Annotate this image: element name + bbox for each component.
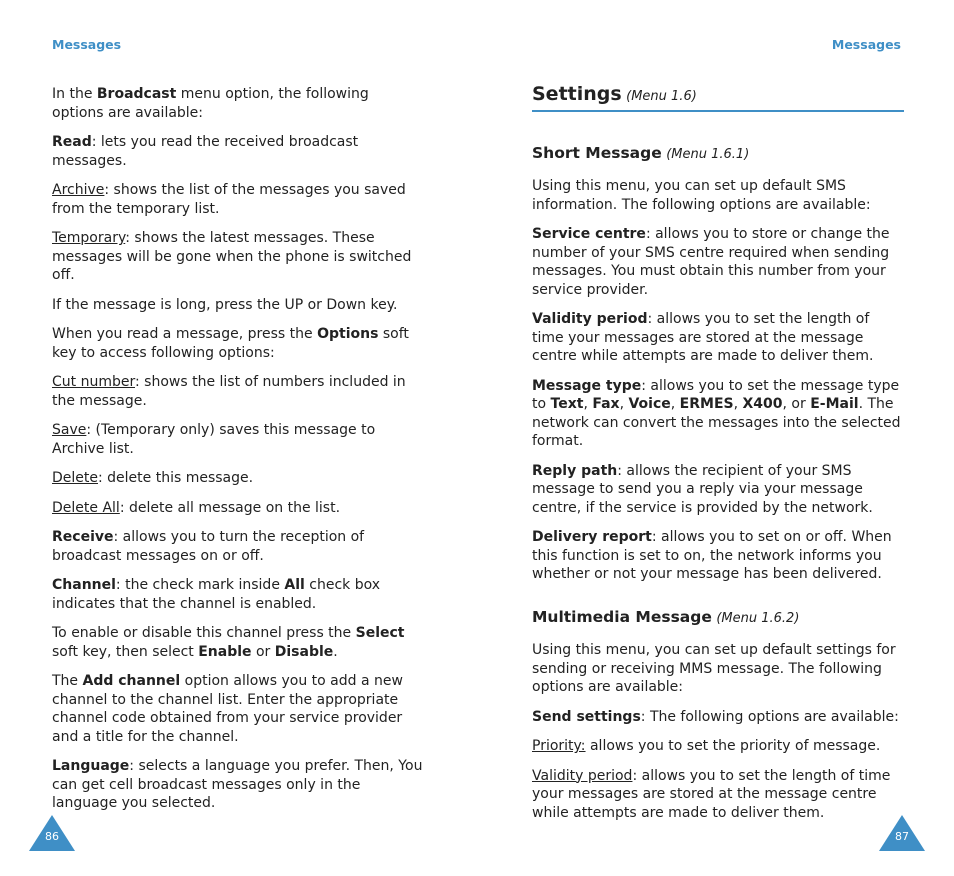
validity-period-option: Validity period: allows you to set the length of time your messages are stored at the message centre while attempts are made to deliver them.	[532, 311, 874, 364]
short-message-intro: Using this menu, you can set up default SMS information. The following options are available:	[532, 178, 871, 213]
broadcast-intro: In the Broadcast menu option, the following options are available:	[52, 86, 369, 121]
language-option: Language: selects a language you prefer. Then, You can get cell broadcast messages only in the language you selected.	[52, 758, 423, 811]
message-type-option: Message type: allows you to set the message type to Text, Fax, Voice, ERMES, X400, or E-Mail. The network can convert the messages into the selected format.	[532, 377, 901, 449]
delivery-report-option: Delivery report: allows you to set on or off. When this function is set to on, the network informs you whether or not your message has been delivered.	[532, 529, 892, 582]
service-centre-option: Service centre: allows you to store or change the number of your SMS centre required when sending messages. You must obtain this number from your service provider.	[532, 226, 890, 298]
page-number-left: 86	[29, 815, 75, 851]
running-header-left: Messages	[52, 37, 122, 52]
mms-validity-period-option: Validity period: allows you to set the length of time your messages are stored at the message centre while attempts are made to deliver them.	[532, 767, 891, 821]
archive-option: Archive: shows the list of the messages you saved from the temporary list.	[52, 182, 406, 217]
save-option: Save: (Temporary only) saves this message to Archive list.	[52, 422, 376, 457]
cut-number-option: Cut number: shows the list of numbers included in the message.	[52, 374, 406, 409]
options-intro: When you read a message, press the Options soft key to access following options:	[52, 326, 409, 361]
left-column	[52, 85, 424, 824]
long-message-note: If the message is long, press the UP or Down key.	[52, 296, 398, 313]
send-settings-option: Send settings: The following options are available:	[532, 708, 899, 725]
enable-channel-note: To enable or disable this channel press the Select soft key, then select Enable or Disable.	[52, 625, 405, 660]
multimedia-intro: Using this menu, you can set up default settings for sending or receiving MMS message. The following options are available:	[532, 642, 896, 695]
short-message-heading: Short Message (Menu 1.6.1)	[532, 143, 750, 162]
page-number-right: 87	[879, 815, 925, 851]
read-option: Read: lets you read the received broadcast messages.	[52, 134, 359, 169]
receive-option: Receive: allows you to turn the reception of broadcast messages on or off.	[52, 529, 365, 564]
running-header-right: Messages	[831, 37, 901, 52]
multimedia-message-heading: Multimedia Message (Menu 1.6.2)	[532, 607, 800, 626]
priority-option: Priority: allows you to set the priority of message.	[532, 738, 881, 754]
settings-heading: Settings (Menu 1.6)	[532, 85, 904, 112]
temporary-option: Temporary: shows the latest messages. These messages will be gone when the phone is switched off.	[52, 230, 412, 283]
delete-option: Delete: delete this message.	[52, 470, 254, 486]
channel-option: Channel: the check mark inside All check box indicates that the channel is enabled.	[52, 577, 381, 612]
right-column	[532, 85, 904, 833]
add-channel-note: The Add channel option allows you to add a new channel to the channel list. Enter the appropriate channel code obtained from your service provider and a title for the channel.	[52, 673, 403, 745]
reply-path-option: Reply path: allows the recipient of your SMS message to send you a reply via your message centre, if the service is provided by the network.	[532, 462, 873, 516]
delete-all-option: Delete All: delete all message on the list.	[52, 499, 341, 516]
